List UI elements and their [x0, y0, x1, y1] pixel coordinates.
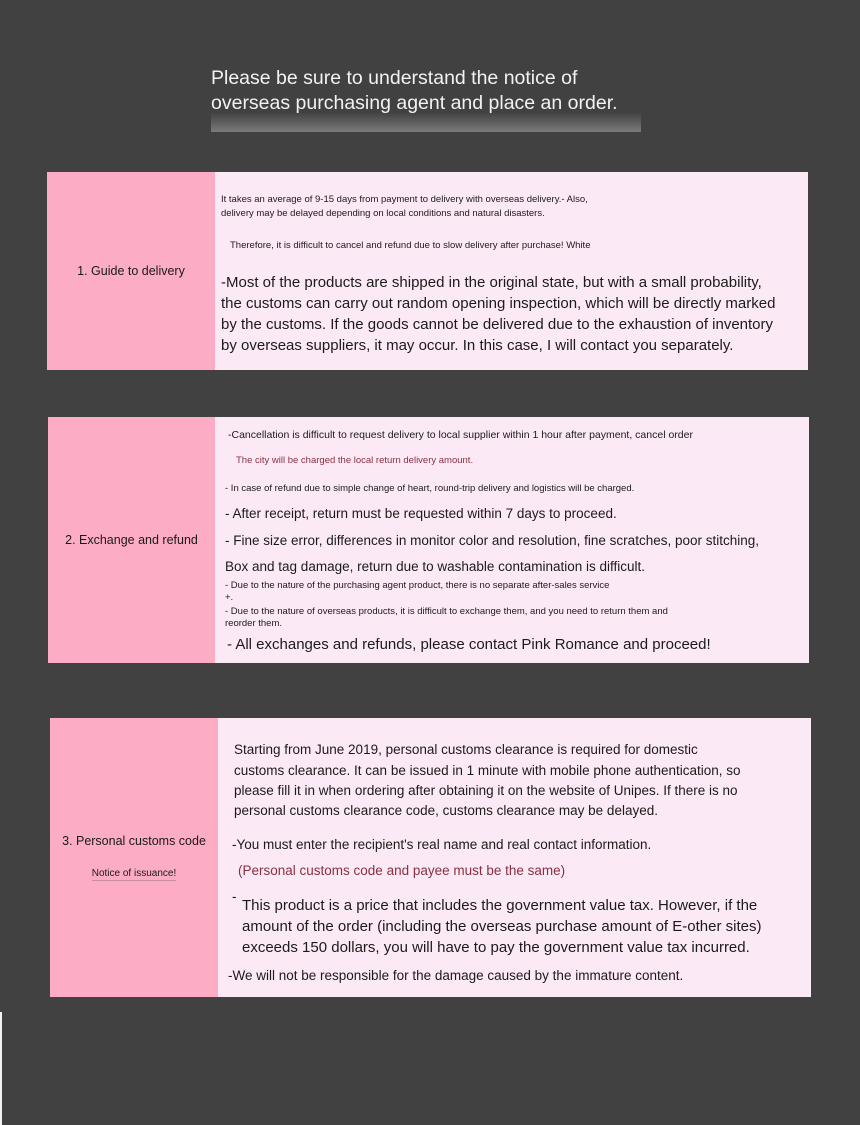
issuance-notice-link[interactable]: Notice of issuance!	[91, 868, 177, 879]
refund-text-line: - In case of refund due to simple change of heart, round-trip delivery and logistics will be charged.	[225, 483, 635, 494]
customs-text-line: -You must enter the recipient's real name and real contact information.	[232, 837, 652, 852]
delivery-guide-section	[47, 172, 808, 370]
delivery-text-line: the customs can carry out random opening inspection, which will be directly marked	[221, 295, 776, 312]
refund-text-line: reorder them.	[225, 618, 283, 629]
section-title: 1. Guide to delivery	[77, 264, 185, 278]
customs-text-line: please fill it in when ordering after obtaining it on the website of Unipes. If there is no	[234, 783, 738, 798]
refund-text-line: Box and tag damage, return due to washable contamination is difficult.	[225, 559, 646, 574]
refund-text-line: - Due to the nature of overseas products, it is difficult to exchange them, and you need to return them and	[225, 606, 668, 617]
customs-text-line: personal customs clearance code, customs clearance may be delayed.	[234, 803, 658, 818]
refund-text-line: - After receipt, return must be requested within 7 days to proceed.	[225, 506, 617, 521]
delivery-text-line: It takes an average of 9-15 days from payment to delivery with overseas delivery.- Also,	[221, 194, 588, 205]
customs-text-line: (Personal customs code and payee must be the same)	[238, 863, 566, 878]
customs-text-line: amount of the order (including the overseas purchase amount of E-other sites)	[242, 918, 762, 935]
refund-text-line: +.	[225, 592, 234, 603]
refund-text-line: The city will be charged the local return delivery amount.	[236, 455, 474, 466]
header-title-line-2: overseas purchasing agent and place an order.	[211, 92, 618, 114]
refund-text-line: -Cancellation is difficult to request delivery to local supplier within 1 hour after payment, cancel order	[228, 429, 693, 441]
delivery-text-line: Therefore, it is difficult to cancel and refund due to slow delivery after purchase! White	[230, 240, 591, 251]
customs-text-line: exceeds 150 dollars, you will have to pay the government value tax incurred.	[242, 939, 750, 956]
delivery-text-line: by the customs. If the goods cannot be delivered due to the exhaustion of inventory	[221, 316, 774, 333]
customs-text-line: -We will not be responsible for the damage caused by the immature content.	[228, 968, 684, 983]
refund-text-line: - Due to the nature of the purchasing agent product, there is no separate after-sales service	[225, 580, 610, 591]
edge-divider	[0, 1012, 2, 1125]
section-label-column	[47, 172, 215, 370]
section-content	[215, 417, 809, 663]
section-title: 2. Exchange and refund	[65, 533, 198, 547]
section-content	[218, 718, 811, 997]
delivery-text-line: -Most of the products are shipped in the original state, but with a small probability,	[221, 274, 762, 291]
exchange-refund-section	[48, 417, 809, 663]
section-label-column	[48, 417, 215, 663]
delivery-text-line: delivery may be delayed depending on local conditions and natural disasters.	[221, 208, 545, 219]
refund-text-line: - All exchanges and refunds, please contact Pink Romance and proceed!	[227, 636, 711, 653]
header-title-line-1: Please be sure to understand the notice of	[211, 67, 578, 89]
section-title: 3. Personal customs code	[62, 834, 206, 848]
section-label-column	[50, 718, 218, 997]
delivery-text-line: by overseas suppliers, it may occur. In this case, I will contact you separately.	[221, 337, 734, 354]
section-content	[215, 172, 808, 370]
customs-text-line: customs clearance. It can be issued in 1 minute with mobile phone authentication, so	[234, 763, 741, 778]
page-header	[211, 66, 641, 132]
customs-text-line: -	[232, 889, 237, 904]
customs-code-section	[50, 718, 811, 997]
refund-text-line: - Fine size error, differences in monitor color and resolution, fine scratches, poor stitching,	[225, 533, 760, 548]
customs-text-line: Starting from June 2019, personal customs clearance is required for domestic	[234, 742, 698, 757]
customs-text-line: This product is a price that includes the government value tax. However, if the	[242, 897, 758, 914]
